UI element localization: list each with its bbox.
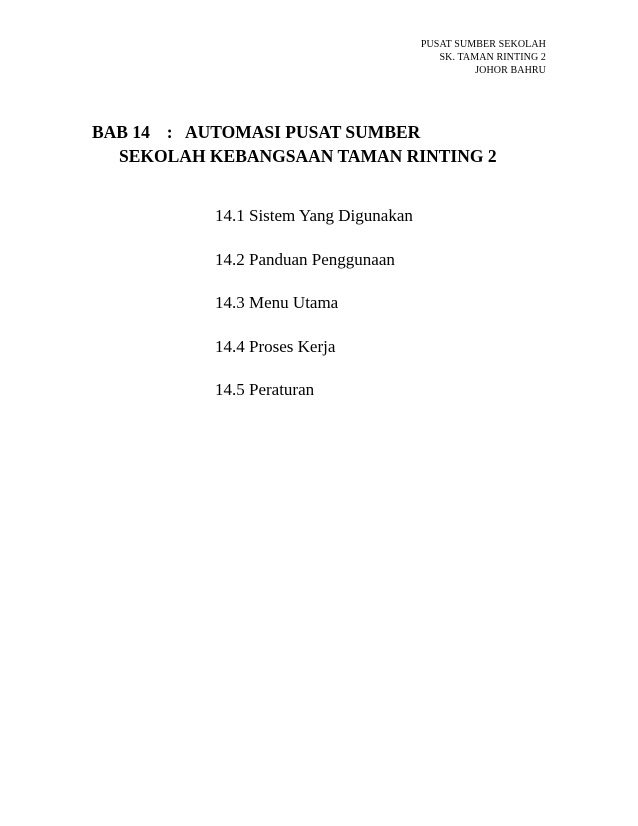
toc-item-14-5: 14.5 Peraturan — [215, 380, 315, 399]
toc-item-14-4: 14.4 Proses Kerja — [215, 336, 336, 356]
page-header — [421, 38, 546, 77]
chapter-separator: : — [166, 122, 173, 142]
chapter-title-line-2: SEKOLAH KEBANGSAAN TAMAN RINTING 2 — [119, 146, 497, 166]
header-line-city: JOHOR BAHRU — [475, 65, 546, 76]
chapter-title-line-1: AUTOMASI PUSAT SUMBER — [184, 122, 421, 142]
toc-item-14-2: 14.2 Panduan Penggunaan — [215, 249, 395, 269]
chapter-heading — [92, 120, 497, 168]
table-of-contents — [215, 204, 413, 422]
toc-item-14-1: 14.1 Sistem Yang Digunakan — [215, 206, 413, 225]
header-line-school: SK. TAMAN RINTING 2 — [439, 52, 546, 63]
chapter-heading-line-1 — [92, 120, 497, 144]
chapter-label: BAB 14 — [92, 122, 150, 142]
toc-item-14-3: 14.3 Menu Utama — [215, 293, 339, 312]
header-line-institution: PUSAT SUMBER SEKOLAH — [420, 39, 546, 50]
